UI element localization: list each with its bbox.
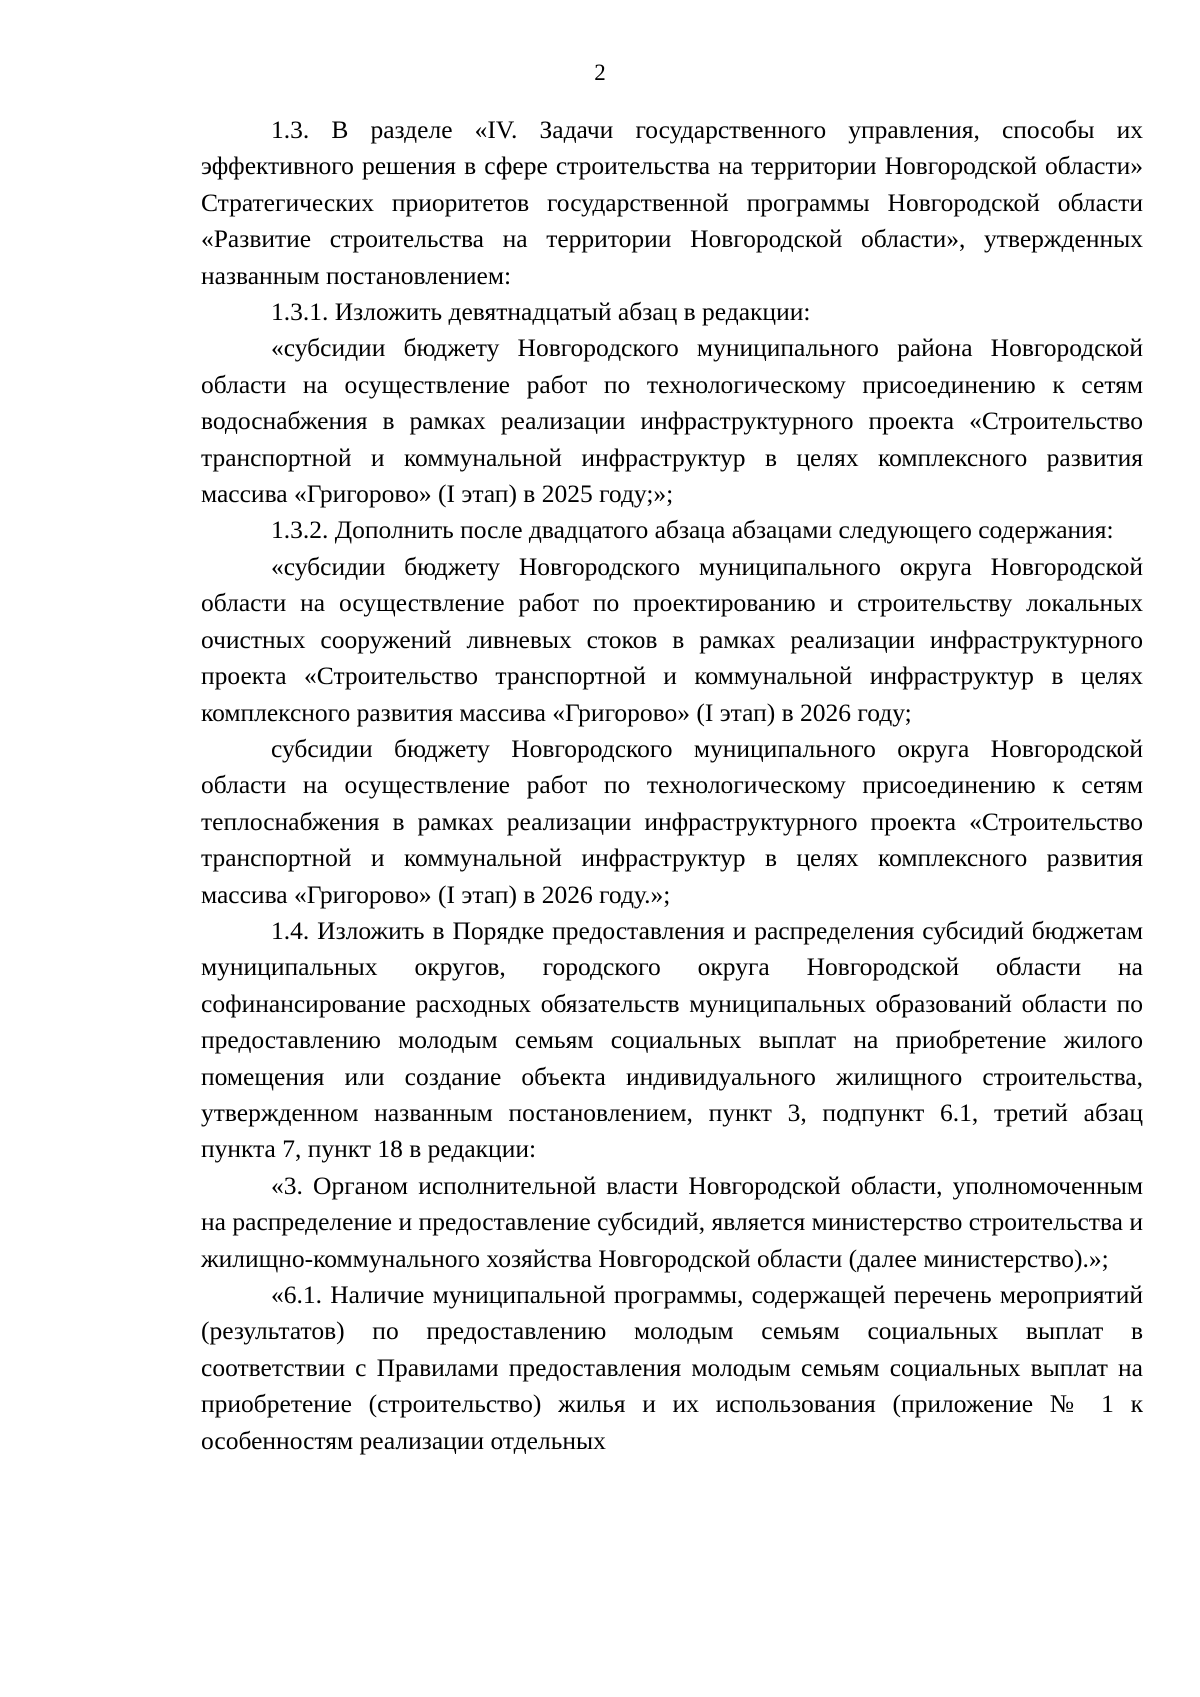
paragraph-quote-item-3: «3. Органом исполнительной власти Новгородской области, уполномоченным на распределение и предоставление субсидий, является министерство строительства и жилищно-коммунального хозяйства Новгородской области (далее министерство).»; bbox=[201, 1170, 1143, 1273]
paragraph-quote-subsidy-treatment: «субсидии бюджету Новгородского муниципального округа Новгородской области на осуществление работ по проектированию и строительству локальных очистных сооружений ливневых стоков в рамках реализации инфраструктурного проекта «Строительство транспортной и коммунальной инфраструктур в целях комплексного развития массива «Григорово» (I этап) в 2026 году; bbox=[201, 551, 1143, 727]
page-number: 2 bbox=[594, 60, 606, 85]
paragraph-1-3: 1.3. В разделе «IV. Задачи государственного управления, способы их эффективного решения в сфере строительства на территории Новгородской области» Стратегических приоритетов государственной программы Новгородской области «Развитие строительства на территории Новгородской области», утвержденных названным постановлением: bbox=[201, 115, 1143, 290]
document-body bbox=[201, 112, 1143, 1459]
paragraph-1-3-2: 1.3.2. Дополнить после двадцатого абзаца абзацами следующего содержания: bbox=[271, 515, 1114, 545]
paragraph-quote-item-6-1: «6.1. Наличие муниципальной программы, содержащей перечень мероприятий (результатов) по предоставлению молодым семьям социальных выплат в соответствии с Правилами предоставления молодым семьям социальных выплат на приобретение (строительство) жилья и их использования (приложение № 1 к особенностям реализации отдельных bbox=[201, 1280, 1143, 1455]
paragraph-quote-subsidy-district: «субсидии бюджету Новгородского муниципального района Новгородской области на осуществление работ по технологическому присоединению к сетям водоснабжения в рамках реализации инфраструктурного проекта «Строительство транспортной и коммунальной инфраструктур в целях комплексного развития массива «Григорово» (I этап) в 2025 году;»; bbox=[201, 333, 1143, 509]
paragraph-subsidy-heat-supply: субсидии бюджету Новгородского муниципального округа Новгородской области на осуществление работ по технологическому присоединению к сетям теплоснабжения в рамках реализации инфраструктурного проекта «Строительство транспортной и коммунальной инфраструктур в целях комплексного развития массива «Григорово» (I этап) в 2026 году.»; bbox=[201, 733, 1143, 909]
paragraph-1-3-1: 1.3.1. Изложить девятнадцатый абзац в редакции: bbox=[271, 297, 811, 327]
paragraph-1-4: 1.4. Изложить в Порядке предоставления и распределения субсидий бюджетам муниципальных округов, городского округа Новгородской области на софинансирование расходных обязательств муниципальных образований области по предоставлению молодым семьям социальных выплат на приобретение жилого помещения или создание объекта индивидуального жилищного строительства, утвержденном названным постановлением, пункт 3, подпункт 6.1, третий абзац пункта 7, пункт 18 в редакции: bbox=[201, 915, 1143, 1164]
